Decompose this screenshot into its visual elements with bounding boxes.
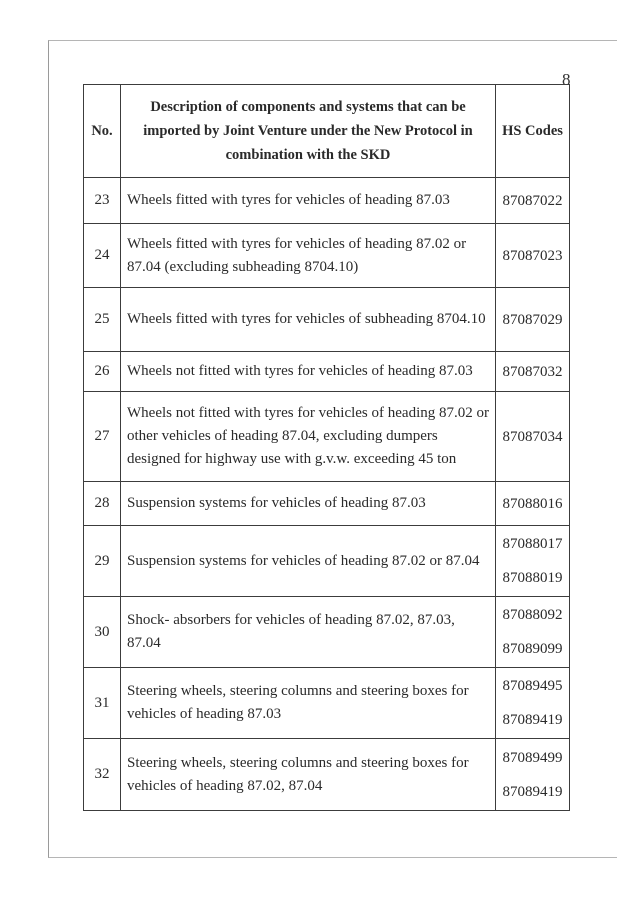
row-number: 24 xyxy=(84,224,121,288)
row-description: Steering wheels, steering columns and steering boxes for vehicles of heading 87.03 xyxy=(121,668,496,739)
row-number: 25 xyxy=(84,288,121,352)
row-number: 28 xyxy=(84,482,121,526)
row-number: 29 xyxy=(84,526,121,597)
table-header-row xyxy=(84,85,570,178)
row-description: Shock- absorbers for vehicles of heading 87.02, 87.03, 87.04 xyxy=(121,597,496,668)
table-row xyxy=(84,668,570,739)
row-description: Wheels fitted with tyres for vehicles of heading 87.03 xyxy=(121,178,496,224)
row-hs-codes xyxy=(496,352,570,392)
table-row xyxy=(84,352,570,392)
row-hs-codes xyxy=(496,392,570,482)
header-no: No. xyxy=(84,85,121,178)
hs-code: 87089099 xyxy=(502,641,563,657)
row-number: 30 xyxy=(84,597,121,668)
hs-code: 87089419 xyxy=(502,783,563,800)
row-hs-codes xyxy=(496,482,570,526)
row-hs-codes xyxy=(496,288,570,352)
row-number: 27 xyxy=(84,392,121,482)
row-description: Wheels fitted with tyres for vehicles of subheading 8704.10 xyxy=(121,288,496,352)
header-hs-codes: HS Codes xyxy=(496,85,570,178)
row-number: 31 xyxy=(84,668,121,739)
hs-code: 87087032 xyxy=(502,363,563,380)
page-number: 8 xyxy=(562,70,571,89)
table-row xyxy=(84,178,570,224)
hs-code: 87087023 xyxy=(502,247,563,264)
table-row xyxy=(84,526,570,597)
row-description: Wheels fitted with tyres for vehicles of heading 87.02 or 87.04 (excluding subheading 8704.10) xyxy=(121,224,496,288)
hs-code: 87088092 xyxy=(502,607,563,623)
row-number: 32 xyxy=(84,739,121,811)
row-number: 23 xyxy=(84,178,121,224)
row-description: Suspension systems for vehicles of heading 87.02 or 87.04 xyxy=(121,526,496,597)
hs-code: 87088017 xyxy=(502,536,563,552)
hs-code: 87087034 xyxy=(502,428,563,445)
table-row xyxy=(84,392,570,482)
row-number: 26 xyxy=(84,352,121,392)
row-description: Wheels not fitted with tyres for vehicles of heading 87.03 xyxy=(121,352,496,392)
components-table xyxy=(83,84,570,811)
row-hs-codes xyxy=(496,224,570,288)
table-row xyxy=(84,224,570,288)
hs-code: 87088016 xyxy=(502,495,563,512)
hs-code: 87089495 xyxy=(502,678,563,694)
row-description: Suspension systems for vehicles of heading 87.03 xyxy=(121,482,496,526)
table-row xyxy=(84,597,570,668)
row-hs-codes xyxy=(496,526,570,597)
hs-code: 87088019 xyxy=(502,570,563,586)
row-hs-codes xyxy=(496,597,570,668)
row-description: Wheels not fitted with tyres for vehicles of heading 87.02 or other vehicles of heading 87.04, excluding dumpers designed for highway use with g.v.w. exceeding 45 ton xyxy=(121,392,496,482)
row-hs-codes xyxy=(496,178,570,224)
row-hs-codes xyxy=(496,668,570,739)
table-row xyxy=(84,739,570,811)
table-row xyxy=(84,288,570,352)
hs-code: 87089499 xyxy=(502,749,563,766)
hs-code: 87089419 xyxy=(502,712,563,728)
hs-code: 87087022 xyxy=(502,192,563,209)
row-description: Steering wheels, steering columns and steering boxes for vehicles of heading 87.02, 87.04 xyxy=(121,739,496,811)
header-description: Description of components and systems that can be imported by Joint Venture under the New Protocol in combination with the SKD xyxy=(121,85,496,178)
hs-code: 87087029 xyxy=(502,311,563,328)
table-row xyxy=(84,482,570,526)
row-hs-codes xyxy=(496,739,570,811)
